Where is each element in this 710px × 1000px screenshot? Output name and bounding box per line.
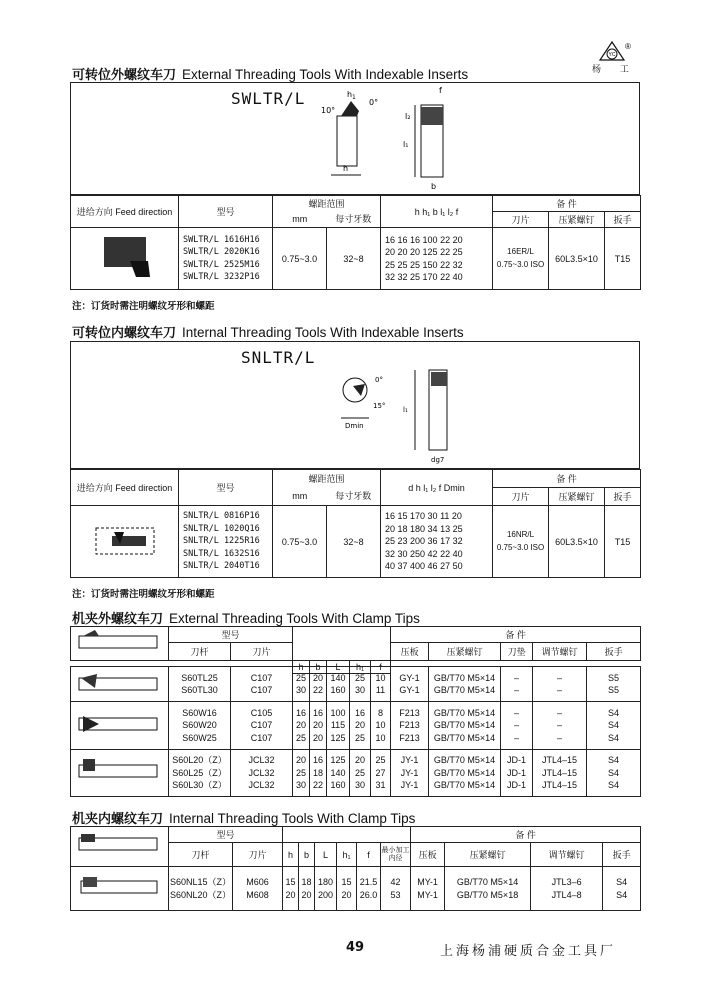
svg-text:0°: 0° (375, 376, 383, 384)
h1-cell: 30 (354, 685, 365, 695)
L-cell: 180 (318, 877, 334, 887)
wrench-cell: S4 (616, 889, 628, 900)
bar-cell: S60NL20（Z） (169, 889, 232, 900)
bar-cell: S60L25（Z） (172, 767, 227, 778)
header-parts: 备 件 (493, 470, 641, 488)
header-feed: 进给方向 Feed direction (71, 196, 179, 228)
wrench-cell: S4 (616, 877, 628, 887)
f-cell: 25 (375, 755, 386, 765)
tip-cell: C107 (250, 672, 273, 683)
tip-cell: JCL32 (248, 767, 275, 778)
pad-cell: JD-1 (506, 767, 526, 778)
b-cell: 20 (312, 720, 323, 730)
svg-text:1: 1 (352, 94, 356, 101)
toolholder-tl-icon (75, 668, 165, 698)
dim-row: 20 18 180 34 13 25 (385, 523, 463, 534)
adj-cell: – (556, 720, 562, 730)
header-adj: 调节螺钉 (531, 843, 603, 867)
header-parts: 备 件 (411, 827, 641, 843)
header-bar: 刀杆 (169, 843, 233, 867)
header-wrench: 扳手 (605, 488, 641, 506)
toolholder-l-icon (75, 751, 165, 791)
header-mm: mm (273, 212, 327, 228)
pad-cell: – (513, 732, 519, 743)
header-h: h (283, 843, 299, 867)
tip-cell: JCL32 (248, 780, 275, 790)
pitch-mm: 0.75~3.0 (273, 506, 327, 578)
L-cell: 100 (330, 707, 346, 718)
wrench-value: T15 (605, 228, 641, 290)
bar-cell: S60TL25 (181, 672, 218, 683)
svg-text:h: h (343, 164, 349, 173)
header-type: 型号 (169, 827, 283, 843)
header-min-bore: 最小加工内径 (381, 843, 411, 867)
tip-cell: M608 (246, 889, 269, 900)
b-cell: 22 (312, 685, 323, 695)
h1-cell: 25 (354, 732, 365, 743)
tip-cell: M606 (246, 877, 269, 887)
svg-text:f: f (439, 86, 442, 95)
header-L: L (327, 661, 350, 674)
bar-cell: S60NL15（Z） (169, 877, 232, 887)
company-short: 杨 工 (592, 65, 637, 75)
svg-text:l₁: l₁ (403, 406, 408, 414)
header-dims: h h₁ b l₁ l₂ f (381, 196, 493, 228)
header-f: f (357, 843, 381, 867)
dim-row: 25 25 25 150 22 32 (385, 259, 463, 270)
header-wrench: 扳手 (603, 843, 641, 867)
screw-cell: GB/T70 M5×14 (433, 780, 496, 790)
pitch-tpi: 32~8 (327, 506, 381, 578)
wrench-cell: S4 (607, 780, 619, 790)
screw-cell: GB/T70 M5×14 (433, 707, 496, 718)
f-cell: 11 (375, 685, 386, 695)
bar-cell: S60W20 (182, 720, 217, 730)
toolholder-w-icon (75, 704, 165, 744)
toolbar-sketch-icon (75, 628, 165, 656)
plate-cell: JY-1 (400, 767, 419, 778)
f-cell: 8 (377, 707, 383, 718)
pad-cell: – (513, 672, 519, 683)
dim-row: 40 37 400 46 27 50 (385, 561, 463, 572)
h-cell: 15 (285, 877, 296, 887)
insert-range: 0.75~3.0 ISO (496, 259, 545, 269)
diagram-cell (71, 827, 169, 867)
dim-row: 32 30 250 42 22 40 (385, 548, 463, 559)
table-internal-clamp (70, 826, 641, 911)
svg-text:Dmin: Dmin (345, 422, 364, 430)
note-external: 注：订货时需注明螺纹牙形和螺距 (72, 301, 215, 312)
tool-image-cell (71, 867, 169, 911)
feed-direction-icon (90, 231, 160, 283)
h1-cell: 20 (341, 889, 352, 900)
pad-cell: JD-1 (506, 780, 526, 790)
header-screw: 压紧螺钉 (549, 488, 605, 506)
plate-cell: JY-1 (400, 780, 419, 790)
tool-side-drawing-icon (391, 85, 481, 193)
bar-cell: S60L30（Z） (172, 780, 227, 790)
h-cell: 20 (295, 720, 306, 730)
page-number: 49 (346, 940, 365, 955)
svg-text:b: b (431, 182, 437, 191)
plate-cell: GY-1 (399, 672, 420, 683)
bar-cell: S60L20（Z） (172, 755, 227, 765)
min-cell: 53 (390, 889, 401, 900)
wrench-cell: S4 (607, 720, 619, 730)
h-cell: 20 (295, 755, 306, 765)
b-cell: 16 (312, 707, 323, 718)
svg-text:10°: 10° (321, 106, 336, 115)
section-title-external-clamp: 机夹外螺纹车刀 External Threading Tools With Clamp Tips (72, 611, 420, 627)
header-tip: 刀片 (233, 843, 283, 867)
adj-cell: JTL4–15 (541, 767, 578, 778)
boring-toolbar-sketch-icon (75, 830, 165, 860)
model-name: SNLTR/L (241, 348, 316, 367)
boring-tool-icon (75, 867, 165, 907)
bar-cell: S60W25 (182, 732, 217, 743)
note-internal: 注：订货时需注明螺纹牙形和螺距 (72, 589, 215, 600)
adj-cell: – (556, 732, 562, 743)
screw-cell: GB/T70 M5×14 (433, 755, 496, 765)
bar-cell: S60W16 (182, 707, 217, 718)
insert-code: 16NR/L (506, 530, 535, 539)
header-pitch: 螺距范围 (273, 470, 381, 488)
tip-cell: C105 (250, 707, 273, 718)
tool-tip-drawing-icon (321, 91, 391, 191)
dim-row: 16 15 170 30 11 20 (385, 511, 462, 522)
f-cell: 27 (375, 767, 386, 778)
wrench-cell: S4 (607, 767, 619, 778)
L-cell: 160 (330, 685, 346, 695)
f-cell: 10 (375, 732, 386, 743)
header-adj: 调节螺钉 (533, 643, 587, 661)
model-row: SWLTR/L 1616H16 (183, 234, 260, 245)
h1-cell: 15 (341, 877, 352, 887)
b-cell: 20 (312, 732, 323, 743)
diagram-box-external-indexable (70, 82, 640, 195)
header-insert: 刀片 (493, 212, 549, 228)
h-cell: 20 (285, 889, 296, 900)
model-row: SWLTR/L 2525M16 (183, 259, 260, 270)
h-cell: 30 (295, 780, 306, 790)
f-cell: 31 (375, 780, 386, 790)
adj-cell: – (556, 685, 562, 695)
h1-cell: 16 (354, 707, 365, 718)
plate-cell: F213 (399, 732, 420, 743)
f-cell: 10 (375, 672, 386, 683)
screw-cell: GB/T70 M5×14 (456, 877, 519, 887)
screw-cell: GB/T70 M5×14 (433, 732, 496, 743)
pad-cell: – (513, 720, 519, 730)
svg-text:15°: 15° (373, 402, 386, 410)
model-row: SNLTR/L 1632S16 (183, 548, 260, 559)
tool-image-cell (71, 702, 169, 750)
adj-cell: – (556, 672, 562, 683)
b-cell: 18 (312, 767, 323, 778)
model-name: SWLTR/L (231, 89, 306, 108)
svg-text:®: ® (625, 42, 631, 51)
diagram-box-internal-indexable (70, 341, 640, 469)
b-cell: 22 (312, 780, 323, 790)
section-title-external-indexable: 可转位外螺纹车刀 External Threading Tools With Indexable Inserts (72, 67, 469, 83)
plate-cell: F213 (399, 720, 420, 730)
h-cell: 16 (295, 707, 306, 718)
insert-code: 16ER/L (507, 247, 534, 256)
boring-tip-drawing-icon (331, 368, 401, 438)
L-cell: 125 (330, 755, 346, 765)
h-cell: 25 (295, 732, 306, 743)
model-row: SNLTR/L 1225R16 (183, 536, 260, 547)
header-dims: d h l₁ l₂ f Dmin (381, 470, 493, 506)
header-screw: 压紧螺钉 (445, 843, 531, 867)
header-wrench: 扳手 (587, 643, 641, 661)
boring-bar-drawing-icon (401, 362, 481, 466)
wrench-cell: S4 (607, 755, 619, 765)
pad-cell: – (513, 707, 519, 718)
section-title-internal-clamp: 机夹内螺纹车刀 Internal Threading Tools With Clamp Tips (72, 811, 416, 827)
bar-cell: S60TL30 (181, 685, 218, 695)
svg-text:l₂: l₂ (405, 112, 411, 121)
tool-image-cell (71, 749, 169, 797)
screw-cell: GB/T70 M5×14 (433, 767, 496, 778)
tip-cell: JCL32 (248, 755, 275, 765)
L-cell: 140 (330, 767, 346, 778)
tool-image-cell (71, 667, 169, 702)
f-cell: 21.5 (359, 877, 378, 887)
header-h: h (293, 661, 310, 674)
header-type: 型号 (169, 627, 293, 643)
header-b: b (310, 661, 327, 674)
header-feed: 进给方向 Feed direction (71, 470, 179, 506)
svg-text:dg7: dg7 (431, 456, 445, 464)
header-h1: h₁ (337, 843, 357, 867)
model-row: SNLTR/L 0816P16 (183, 511, 260, 522)
L-cell: 115 (330, 720, 346, 730)
header-parts: 备 件 (493, 196, 641, 212)
plate-cell: F213 (399, 707, 420, 718)
b-cell: 20 (301, 889, 312, 900)
h-cell: 30 (295, 685, 306, 695)
plate-cell: JY-1 (400, 755, 419, 765)
h1-cell: 25 (354, 672, 365, 683)
header-plate: 压板 (391, 643, 429, 661)
model-row: SWLTR/L 3232P16 (183, 272, 260, 282)
insert-range: 0.75~3.0 ISO (496, 542, 545, 552)
plate-cell: MY-1 (417, 889, 438, 900)
plate-cell: MY-1 (417, 877, 438, 887)
f-cell: 26.0 (359, 889, 378, 900)
plate-cell: GY-1 (399, 685, 420, 695)
svg-text:h: h (347, 91, 353, 99)
company-name: 上海杨浦硬质合金工具厂 (440, 944, 617, 959)
wrench-cell: S4 (607, 707, 619, 718)
h1-cell: 20 (354, 720, 365, 730)
model-row: SNLTR/L 2040T16 (183, 561, 260, 572)
header-bar: 刀杆 (169, 643, 231, 661)
header-pad: 刀垫 (501, 643, 533, 661)
svg-text:0°: 0° (369, 98, 379, 107)
b-cell: 20 (312, 672, 323, 683)
model-row: SNLTR/L 1020Q16 (183, 523, 260, 534)
tip-cell: C107 (250, 685, 273, 695)
L-cell: 200 (318, 889, 334, 900)
screw-cell: GB/T70 M5×18 (456, 889, 519, 900)
wrench-cell: S5 (607, 672, 619, 683)
header-type: 型号 (179, 196, 273, 228)
svg-text:YC: YC (608, 52, 616, 58)
h1-cell: 30 (354, 780, 365, 790)
adj-cell: JTL4–8 (551, 889, 582, 900)
feed-direction-image (71, 506, 179, 578)
tip-cell: C107 (250, 720, 273, 730)
table-external-clamp-body (70, 666, 641, 797)
section-title-internal-indexable: 可转位内螺纹车刀 Internal Threading Tools With Indexable Inserts (72, 325, 464, 341)
header-parts: 备 件 (391, 627, 641, 643)
diagram-cell (71, 627, 169, 661)
header-screw: 压紧螺钉 (429, 643, 501, 661)
table-external-indexable (70, 195, 641, 290)
adj-cell: JTL4–15 (541, 755, 578, 765)
screw-value: 60L3.5×10 (549, 506, 605, 578)
feed-direction-image (71, 228, 179, 290)
model-row: SWLTR/L 2020K16 (183, 247, 260, 257)
feed-direction-icon (90, 514, 160, 566)
screw-value: 60L3.5×10 (549, 228, 605, 290)
L-cell: 160 (330, 780, 346, 790)
wrench-cell: S4 (607, 732, 619, 743)
header-plate: 压板 (411, 843, 445, 867)
table-internal-indexable (70, 469, 641, 578)
header-screw: 压紧螺钉 (549, 212, 605, 228)
pad-cell: – (513, 685, 519, 695)
screw-cell: GB/T70 M5×14 (433, 672, 496, 683)
dim-row: 25 23 200 36 17 32 (385, 536, 463, 547)
header-tip: 刀片 (231, 643, 293, 661)
wrench-value: T15 (605, 506, 641, 578)
screw-cell: GB/T70 M5×14 (433, 720, 496, 730)
pad-cell: JD-1 (506, 755, 526, 765)
h-cell: 25 (295, 672, 306, 683)
h1-cell: 20 (354, 755, 365, 765)
adj-cell: JTL4–15 (541, 780, 578, 790)
company-logo-icon (592, 40, 632, 64)
screw-cell: GB/T70 M5×14 (433, 685, 496, 695)
header-h1: h₁ (350, 661, 371, 674)
header-mm: mm (273, 488, 327, 506)
header-insert: 刀片 (493, 488, 549, 506)
f-cell: 10 (375, 720, 386, 730)
adj-cell: – (556, 707, 562, 718)
adj-cell: JTL3–6 (551, 877, 582, 887)
header-b: b (299, 843, 315, 867)
dim-row: 32 32 25 170 22 40 (385, 272, 463, 282)
header-tpi: 每寸牙数 (327, 212, 381, 228)
header-wrench: 扳手 (605, 212, 641, 228)
header-pitch: 螺距范围 (273, 196, 381, 212)
b-cell: 16 (312, 755, 323, 765)
pitch-mm: 0.75~3.0 (273, 228, 327, 290)
header-f: f (371, 661, 391, 674)
wrench-cell: S5 (607, 685, 619, 695)
pitch-tpi: 32~8 (327, 228, 381, 290)
dim-row: 16 16 16 100 22 20 (385, 234, 463, 245)
L-cell: 140 (330, 672, 346, 683)
header-L: L (315, 843, 337, 867)
header-type: 型号 (179, 470, 273, 506)
tip-cell: C107 (250, 732, 273, 743)
L-cell: 125 (330, 732, 346, 743)
dim-row: 20 20 20 125 22 25 (385, 247, 463, 257)
h-cell: 25 (295, 767, 306, 778)
b-cell: 18 (301, 877, 312, 887)
min-cell: 42 (390, 877, 401, 887)
svg-text:l₁: l₁ (403, 140, 409, 149)
header-tpi: 每寸牙数 (327, 488, 381, 506)
h1-cell: 25 (354, 767, 365, 778)
